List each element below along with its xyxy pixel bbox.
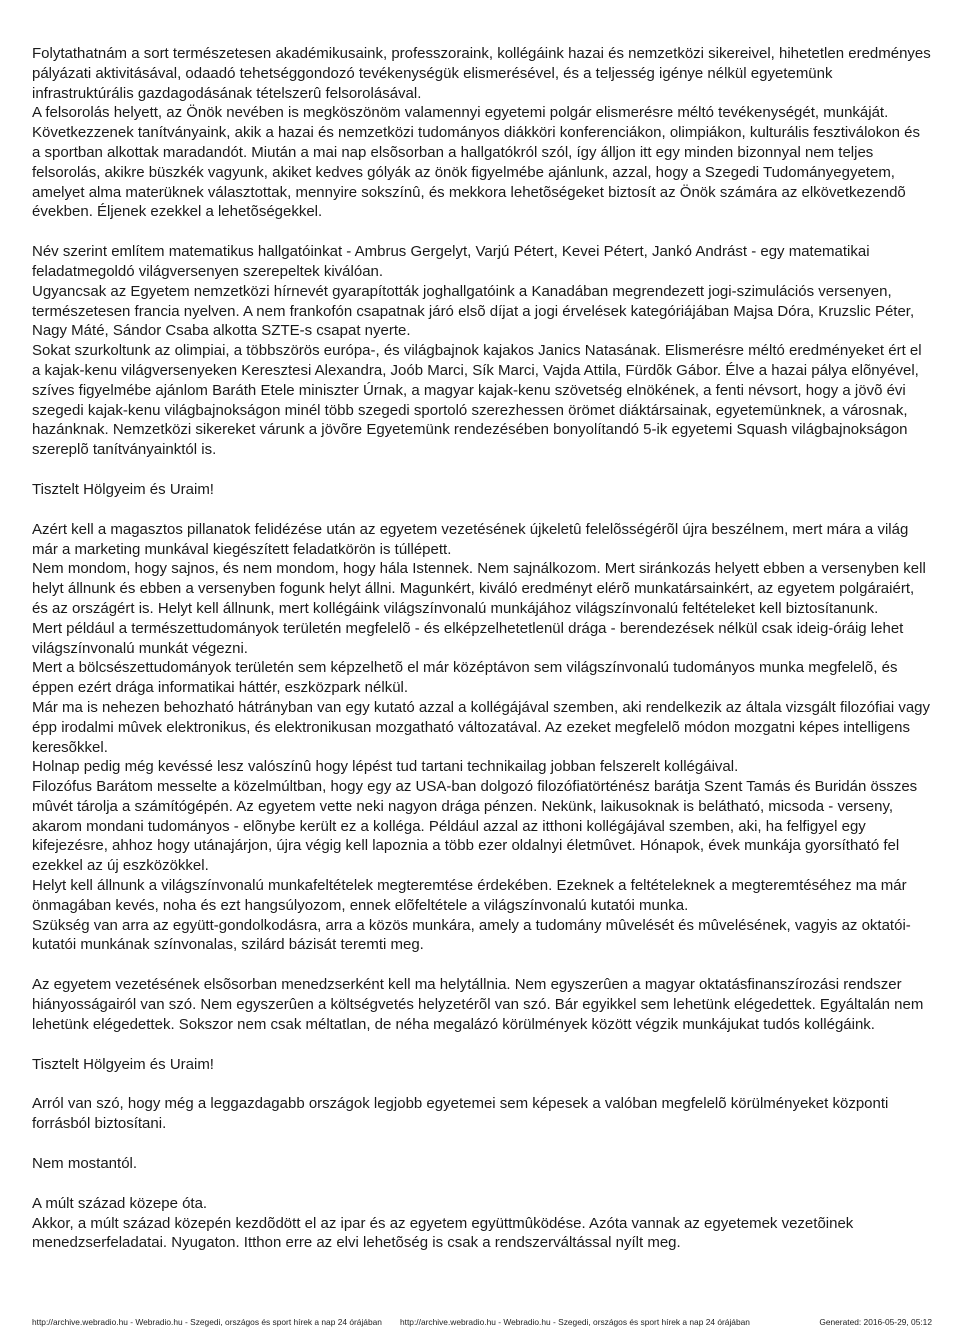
- paragraph: Azért kell a magasztos pillanatok felidézése után az egyetem vezetésének újkeletû felelõsségérõl újra beszélnem, mert mára a világ már a marketing munkával kiegészített feladatkörön is túllépett.: [32, 520, 909, 558]
- paragraph: Ugyancsak az Egyetem nemzetközi hírnevét gyarapították joghallgatóink a Kanadában megrendezett jogi-szimulációs versenyen, természetesen francia nyelven. A nem frankofón csapatnak járó elsõ díjat a jogi érvelések kategóriájában Majsa Dóra, Kruzslic Péter, Nagy Máté, Sándor Csaba alkotta SZTE-s csapat nyerte.: [32, 282, 915, 340]
- paragraph: Folytathatnám a sort természetesen akadémikusaink, professzoraink, kollégáink hazai és nemzetközi sikereivel, hihetetlen eredményes pályázati aktivitásával, odaadó tehetséggondozó tevékenységük elismerésével, és a teljesség igénye nélkül egyetemünk infrastruktúrális gazdagodásának tételszerû felsorolásával.: [32, 45, 931, 102]
- paragraph: Az egyetem vezetésének elsõsorban menedzserként kell ma helytállnia. Nem egyszerûen a magyar oktatásfinanszírozási rendszer hiányosságairól van szó. Nem egyszerûen a költségvetés helyzetérõl van szó. Bár egyikkel sem lehetünk elégedettek. Egyáltalán nem lehetünk elégedettek. Sokszor nem csak méltatlan, de néha megalázó körülmények között végzik munkájukat tudós kollégáink.: [32, 976, 924, 1033]
- paragraph: Mert a bölcsészettudományok területén sem képzelhetõ el már középtávon sem világszínvonalú tudományos munka megfelelõ, és éppen ezért drága informatikai háttér, eszközpark nélkül.: [32, 659, 898, 697]
- paragraph: Szükség van arra az együtt-gondolkodásra, arra a közös munkára, amely a tudomány mûvelését és mûvelésének, vagyis az oktatói-kutatói munkának színvonalas, szilárd bázisát teremti meg.: [32, 916, 911, 954]
- paragraph-gap: [32, 1134, 932, 1154]
- document-body: [32, 44, 932, 1253]
- paragraph-gap: [32, 1174, 932, 1194]
- salutation: Tisztelt Hölgyeim és Uraim!: [32, 1055, 214, 1073]
- paragraph: Filozófus Barátom messelte a közelmúltban, hogy egy az USA-ban dolgozó filozófiatörténész barátja Szent Tamás és Buridán összes mûvét tárolja a számítógépén. Az egyetem vette neki nagyon drága pénzen. Nekünk, laikusoknak is belátható, micsoda - verseny, akarom mondani tudományos - elõnybe került ez a kollégа. Például azzal az itthoni kollégájával szemben, aki, ha felfigyel egy kifejezésre, ahhoz hogy utánajárjon, újra végig kell lapoznia a több ezer oldalnyi életmûvet. Hónapok, évek munkája gyorsítható fel ezekkel az új eszközökkel.: [32, 778, 918, 875]
- paragraph: A múlt század közepe óta.: [32, 1194, 208, 1212]
- paragraph: Holnap pedig még kevéssé lesz valószínû hogy lépést tud tartani technikailag jobban felszerelt kollégáival.: [32, 758, 739, 776]
- paragraph: Mert például a természettudományok területén megfelelõ - és elképzelhetetlenül drága - berendezések nélkül csak ideig-óráig lehet világszínvonalú munkát végezni.: [32, 619, 904, 657]
- paragraph: Nem mondom, hogy sajnos, és nem mondom, hogy hála Istennek. Nem sajnálkozom. Mert siránkozás helyett ebben a versenyben kell helyt állnunk és ebben a versenyben fogunk helyt állni. Magunkért, kiváló eredményt elérõ munkatársainkért, az egyetem polgáraiért, és az országért is. Helyt kell állnunk, mert kollégáink világszínvonalú munkájához világszínvonalú feltételeket kell biztosítanunk.: [32, 560, 926, 617]
- footer-source-link[interactable]: http://archive.webradio.hu - Webradio.hu - Szegedi, országos és sport hírek a nap 24 órájában: [32, 1317, 382, 1327]
- footer-source-link-overlap[interactable]: http://archive.webradio.hu - Webradio.hu - Szegedi, országos és sport hírek a nap 24 órájában: [400, 1317, 750, 1327]
- footer-generated-date: Generated: 2016-05-29, 05:12: [819, 1317, 932, 1327]
- paragraph: Név szerint említem matematikus hallgatóinkat - Ambrus Gergelyt, Varjú Pétert, Kevei Pétert, Jankó Andrást - egy matematikai feladatmegoldó világversenyen szerepeltek kiválóan.: [32, 243, 870, 280]
- paragraph: Akkor, a múlt század közepén kezdõdött el az ipar és az egyetem együttmûködése. Azóta vannak az egyetemek vezetõinek menedzserfeladatai. Nyugaton. Itthon erre az elvi lehetõség is csak a rendszerváltással nyílt meg.: [32, 1214, 854, 1252]
- salutation: Tisztelt Hölgyeim és Uraim!: [32, 480, 214, 498]
- paragraph-gap: [32, 460, 932, 480]
- paragraph: Helyt kell állnunk a világszínvonalú munkafeltételek megteremtése érdekében. Ezeknek a feltételeknek a megteremtéséhez ma már önmagában kevés, noha és ezt hangsúlyozom, ennek elõfeltétele a világszínvonalú kutatói munka.: [32, 877, 907, 914]
- paragraph-gap: [32, 955, 932, 975]
- paragraph: Következzenek tanítványaink, akik a hazai és nemzetközi tudományos diákköri konferenciákon, olimpiákon, kulturális fesztiválokon és a sportban alkottak maradandót. Miután a mai nap elsõsorban a hallgatókról szól, így álljon itt egy minden bizonnyal nem teljes felsorolás, akikre büszkék vagyunk, akiket kedves gólyák az önök figyelmébe ajánlunk, azzal, hogy a Szegedi Tudományegyetem, amelyet alma materüknek választottak, mennyire sokszínû, és mekkora lehetõségeket biztosít az Önök számára az elkövetkezendõ években. Éljenek ezekkel a lehetõségekkel.: [32, 124, 920, 221]
- paragraph-gap: [32, 1035, 932, 1055]
- paragraph: Sokat szurkoltunk az olimpiai, a többszörös európa-, és világbajnok kajakos Janics Natasának. Elismerésre méltó eredményeket ért el a kajak-kenu világversenyeken Keresztesi Alexandra, Joób Marci, Sík Marci, Vajda Attila, Fürdõk Gábor. Élve a hazai pálya elõnyével, szíves figyelmébe ajánlom Baráth Etele miniszter Úrnak, a magyar kajak-kenu szövetség elnökének, a fenti névsort, hogy a jövõ évi szegedi kajak-kenu világbajnokságon minél több szegedi sportoló szerezhessen örömet diáktársainak, egyetemünknek, a városnak, hazánknak. Nemzetközi sikereket várunk a jövõre Egyetemünk rendezésében bonyolítandó 5-ik egyetemi Squash világbajnokságon szereplõ tanítványainktól is.: [32, 342, 922, 459]
- paragraph-gap: [32, 1074, 932, 1094]
- paragraph-gap: [32, 500, 932, 520]
- paragraph: Nem mostantól.: [32, 1155, 138, 1173]
- paragraph: Már ma is nehezen behozható hátrányban van egy kutató azzal a kollégájával szemben, aki rendelkezik az általa vizsgált filozófiai vagy épp irodalmi mûvek elektronikus, és elektronikusan mozgatható változatával. Az ezeket megfelelõ módon mozgatni képes intelligens keresõkkel.: [32, 698, 931, 756]
- paragraph: A felsorolás helyett, az Önök nevében is megköszönöm valamennyi egyetemi polgár elismerésre méltó tevékenységét, munkáját.: [32, 104, 889, 122]
- paragraph-gap: [32, 222, 932, 242]
- paragraph: Arról van szó, hogy még a leggazdagabb országok legjobb egyetemei sem képesek a valóban megfelelõ körülményeket központi forrásból biztosítani.: [32, 1095, 889, 1133]
